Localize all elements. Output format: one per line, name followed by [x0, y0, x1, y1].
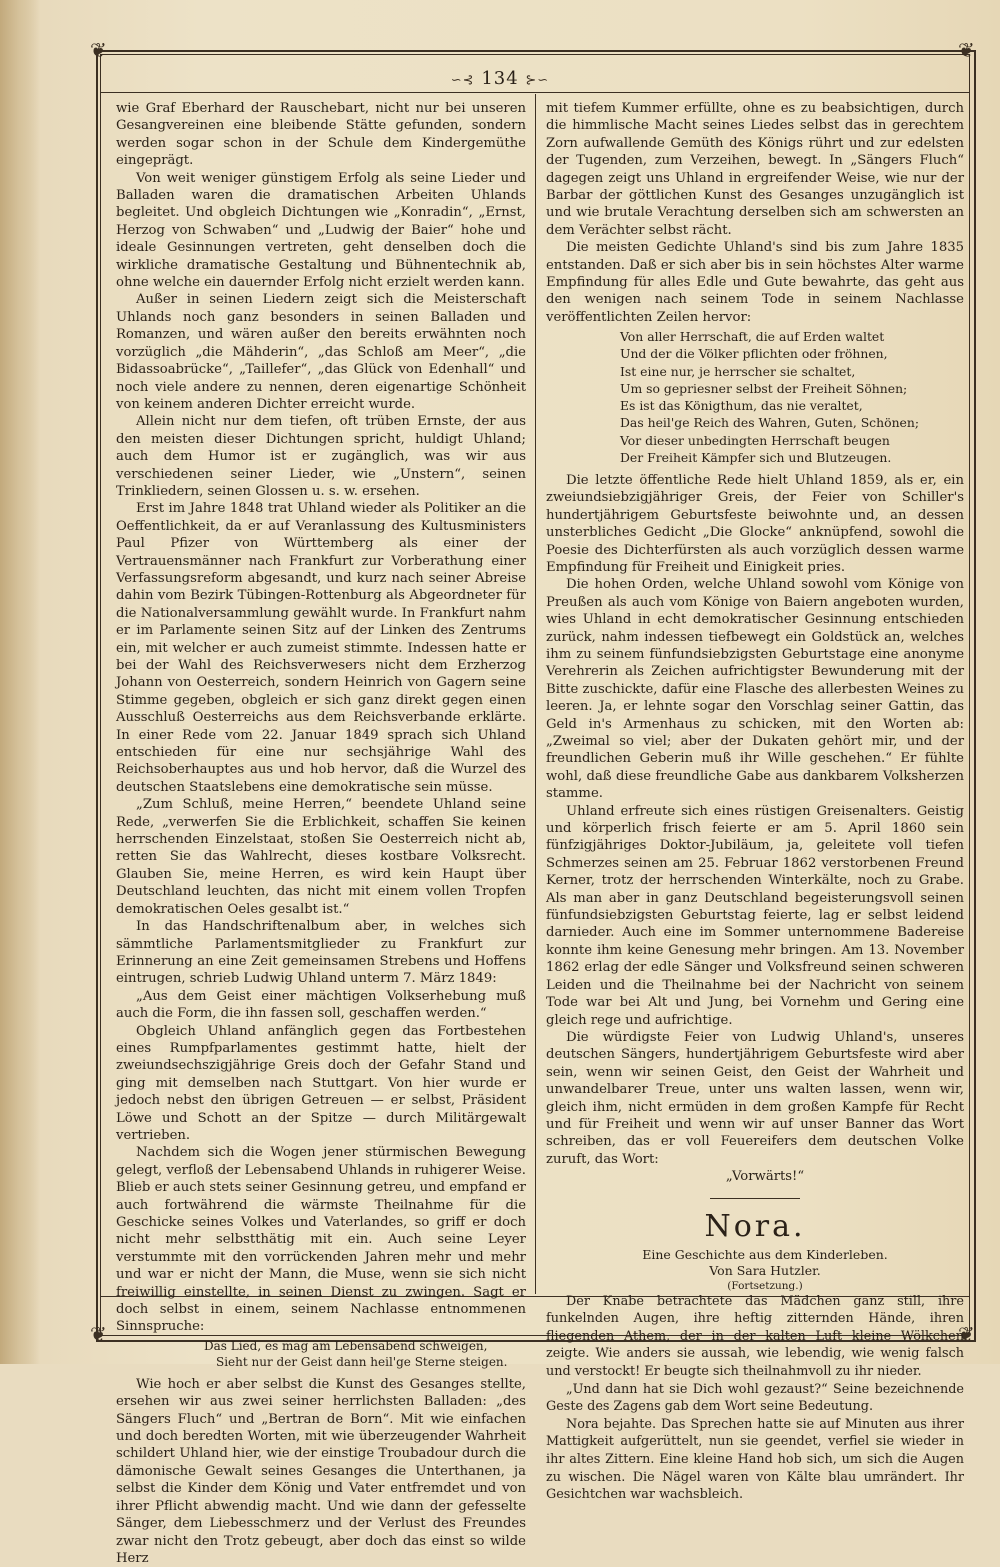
left-column — [116, 100, 526, 1567]
corner-ornament-bottom-left: ❦ — [90, 1322, 107, 1346]
left-paragraph: „Zum Schluß, meine Herren,“ beendete Uhland seine Rede, „verwerfen Sie die Erblichkeit, schaffen Sie keinen herrschenden Einzelstaat, stoßen Sie Oesterreich nicht ab, retten Sie das Wahlrecht, dieses kostbare Volksrecht. Glauben Sie, meine Herren, es wird kein Haupt über Deutschland leuchten, das nicht mit einem vollen Tropfen demokratischen Oeles gesalbt ist.“ — [116, 797, 526, 917]
left-paragraph: Wie hoch er aber selbst die Kunst des Gesanges stellte, ersehen wir aus zwei seiner herrlichsten Balladen: „des Sängers Fluch“ und „Bertran de Born“. Mit wie einfachen und doch beredten Worten, mit wie überzeugender Wahrheit schildert Uhland hier, wie der einstige Troubadour durch die dämonische Gewalt seines Gesanges die Unterthanen, ja selbst die Kinder dem König und Vater entfremdet und von ihrer Pflicht abwendig macht. Und wie dann der gefesselte Sänger, dem Liebesschmerz und der Verlust des Freundes zwar nicht den Trotz gebeugt, aber doch das einst so wilde Herz — [116, 1376, 526, 1566]
header-ornament-left: ∽⊰ — [450, 73, 475, 88]
left-poem — [116, 1338, 526, 1370]
story-author: Von Sara Hutzler. — [709, 1262, 821, 1278]
right-column — [546, 100, 964, 1504]
left-paragraph: Von weit weniger günstigem Erfolg als seine Lieder und Balladen waren die dramatischen Arbeiten Uhlands begleitet. Und obgleich Dichtungen wie „Konradin“, „Ernst, Herzog von Schwaben“ und „Ludwig der Baier“ hohe und ideale Gesinnungen vertreten, geht denselben doch die wirkliche dramatische Gestaltung und Bühnentechnik ab, ohne welche ein dauernder Erfolg nicht erzielt werden kann. — [116, 170, 526, 291]
left-paragraph: Obgleich Uhland anfänglich gegen das Fortbestehen eines Rumpfparlamentes gestimmt hatte, hielt der zweiundsechszigjährige Greis doch der Gefahr Stand und ging mit demselben nach Stuttgart. Von hier wurde er jedoch nebst den übrigen Getreuen — er selbst, Präsident Löwe und Schott an der Spitze — durch Militärgewalt vertrieben. — [116, 1023, 526, 1143]
left-paragraph: Erst im Jahre 1848 trat Uhland wieder als Politiker an die Oeffentlichkeit, da er auf Veranlassung des Kultusministers Paul Pfizer von Württemberg als einer der Vertrauensmänner nach Frankfurt zur Vorberathung einer Verfassungsreform abgesandt, und kurz nach seiner Abreise dahin vom Bezirk Tübingen-Rottenburg als Abgeordneter für die Nationalversammlung gewählt wurde. In Frankfurt nahm er im Parlamente seinen Sitz auf der Linken des Zentrums ein, mit welcher er auch zumeist stimmte. Indessen hatte er bei der Wahl des Reichsverwesers nicht dem Erzherzog Johann von Oesterreich, sondern Heinrich von Gagern seine Stimme gegeben, obgleich er sich ganz direkt gegen einen Ausschluß Oesterreichs aus dem Reichsverbande erklärte. In einer Rede vom 22. Januar 1849 sprach sich Uhland entschieden für eine nur sechsjährige Wahl des Reichsoberhauptes aus und hob hervor, daß die Wurzel des deutschen Staatslebens eine demokratische sein müsse. — [116, 501, 526, 795]
story-title: Nora. — [704, 1208, 806, 1244]
section-divider — [710, 1198, 800, 1199]
right-paragraph: Die meisten Gedichte Uhland's sind bis zum Jahre 1835 entstanden. Daß er sich aber bis in sein höchstes Alter warme Empfindung für alles Edle und Gute bewahrte, das geht aus den wenigen nach seinem Tode in seinem Nachlasse veröffentlichten Zeilen hervor: — [546, 240, 964, 325]
poem-line: Es ist das Königthum, das nie veraltet, — [620, 398, 863, 414]
poem-line: Sieht nur der Geist dann heil'ge Sterne steigen. — [216, 1354, 508, 1369]
closing-word: „Vorwärts!“ — [725, 1169, 805, 1185]
left-paragraph: Allein nicht nur dem tiefen, oft trüben Ernste, der aus den meisten dieser Dichtungen spricht, huldigt Uhland; auch dem Humor ist er zugänglich, was wir aus verschiedenen seiner Lieder, wie „Unstern“, seinen Trinkliedern, seinen Glossen u. s. w. ersehen. — [116, 414, 526, 499]
poem-line: Von aller Herrschaft, die auf Erden waltet — [620, 329, 885, 345]
story-text — [546, 1293, 964, 1504]
right-poem — [546, 328, 964, 466]
corner-ornament-top-right: ❦ — [958, 38, 975, 62]
left-paragraph: In das Handschriftenalbum aber, in welches sich sämmtliche Parlamentsmitglieder zu Frankfurt zur Erinnerung an eine Zeit gemeinsamen Strebens und Hoffens eintrugen, schrieb Ludwig Uhland unterm 7. März 1849: — [116, 919, 526, 987]
corner-ornament-bottom-right: ❦ — [958, 1322, 975, 1346]
poem-line: Das heil'ge Reich des Wahren, Guten, Schönen; — [620, 415, 920, 431]
header-ornament-right: ⊱∽ — [525, 73, 550, 88]
poem-line: Das Lied, es mag am Lebensabend schweigen, — [204, 1338, 488, 1353]
left-paragraph: Außer in seinen Liedern zeigt sich die Meisterschaft Uhlands noch ganz besonders in seinen Balladen und Romanzen, und wären außer den bereits erwähnten noch vorzüglich „die Mähderin“, „das Schloß am Meer“, „die Bidassoabrücke“, „Taillefer“, „das Glück von Edenhall“ und noch viele andere zu nennen, deren eigenartige Schönheit von keinem anderen Dichter erreicht wurde. — [116, 292, 526, 412]
left-paragraph: Nachdem sich die Wogen jener stürmischen Bewegung gelegt, verfloß der Lebensabend Uhlands in ruhigerer Weise. Blieb er auch stets seiner Gesinnung getreu, und empfand er auch fortwährend die wärmste Theilnahme für die Geschicke seines Volkes und Vaterlandes, so griff er doch nicht mehr selbstthätig mit ein. Auch seine Leyer verstummte mit den vorrückenden Jahren mehr und mehr und war er nicht der Mann, die Muse, wenn sie sich nicht freiwillig einstellte, in seinen Dienst zu zwingen. Sagt er doch selbst in einem, seinem Nachlasse entnommenen Sinnspruche: — [116, 1145, 526, 1335]
page-number: 134 — [481, 68, 519, 89]
story-continuation-note: (Fortsetzung.) — [727, 1279, 803, 1292]
right-paragraph: mit tiefem Kummer erfüllte, ohne es zu beabsichtigen, durch die himmlische Macht seines Liedes selbst das in gerechtem Zorn aufwallende Gemüth des Königs rührt und zur edelsten der Tugenden, zum Verzeihen, bewegt. In „Sängers Fluch“ dagegen zeigt uns Uhland in ergreifender Weise, wie nur der Barbar der göttlichen Kunst des Gesanges unzugänglich ist und wie brutale Verachtung derselben sich am schwersten an dem Verächter selbst rächt. — [546, 101, 964, 238]
corner-ornament-top-left: ❦ — [90, 38, 107, 62]
header-rule — [100, 92, 970, 93]
page-number-header — [430, 68, 570, 89]
column-separator — [535, 94, 536, 1294]
poem-line: Ist eine nur, je herrscher sie schaltet, — [620, 363, 856, 379]
left-paragraph: wie Graf Eberhard der Rauschebart, nicht nur bei unseren Gesangvereinen eine bleibende Stätte gefunden, sondern werden sogar schon in der Schule dem Kindergemüthe eingeprägt. — [116, 101, 526, 169]
poem-line: Um so gepriesner selbst der Freiheit Söhnen; — [620, 380, 908, 396]
right-paragraph: Die würdigste Feier von Ludwig Uhland's, unseres deutschen Sängers, hundertjährigem Geburtsfeste wird aber sein, wenn wir seinen Geist, den Geist der Wahrheit und unwandelbarer Treue, unter uns walten lassen, wenn wir, gleich ihm, nicht ermüden in dem großen Kampfe für Recht und für Freiheit und wenn wir auf unser Banner das Wort schreiben, das er voll Feuereifers dem deutschen Volke zuruft, das Wort: — [546, 1029, 964, 1167]
story-paragraph: Nora bejahte. Das Sprechen hatte sie auf Minuten aus ihrer Mattigkeit aufgerüttelt, nun sie geendet, verfiel sie wieder in ihr altes Zittern. Eine kleine Hand hob sich, um sich die Augen zu wischen. Die Nägel waren von Kälte blau umrändert. Ihr Gesichtchen war wachsbleich. — [546, 1416, 964, 1503]
right-paragraph: Uhland erfreute sich eines rüstigen Greisenalters. Geistig und körperlich frisch feierte er am 5. April 1860 sein fünfzigjähriges Doktor-Jubiläum, ja, geleitete voll tiefen Schmerzes seinen am 25. Februar 1862 verstorbenen Freund Kerner, trotz der herrschenden Winterkälte, noch zu Grabe. Als man aber in ganz Deutschland begeisterungsvoll seinen fünfundsiebzigsten Geburtstag feierte, lag er selbst leidend darnieder. Auch eine im Sommer unternommene Badereise konnte ihm keine Genesung mehr bringen. Am 13. November 1862 erlag der edle Sänger und Volksfreund seinen schweren Leiden und die Theilnahme bei der Nachricht von seinem Tode war bei Alt und Jung, bei Vornehm und Gering eine gleich rege und aufrichtige. — [546, 803, 964, 1028]
right-paragraph: Die letzte öffentliche Rede hielt Uhland 1859, als er, ein zweiundsiebzigjähriger Greis, der Feier von Schiller's hundertjährigem Geburtsfeste beiwohnte und, an dessen unsterbliches Gedicht „Die Glocke“ anknüpfend, sowohl die Poesie des Dichterfürsten als auch vorzüglich dessen warme Empfindung für Freiheit und Einigkeit pries. — [546, 472, 964, 575]
poem-line: Der Freiheit Kämpfer sich und Blutzeugen. — [620, 449, 892, 465]
story-paragraph: Der Knabe betrachtete das Mädchen ganz still, ihre funkelnden Augen, ihre heftig zitternden Hände, ihren fliegenden Athem, der in der kalten Luft kleine Wölkchen zeigte. Wie anders sie aussah, wie lebendig, wie wenig falsch und verstockt! Er beugte sich theilnahmvoll zu ihr nieder. — [546, 1293, 964, 1379]
book-spine-shadow — [0, 0, 40, 1364]
story-subtitle: Eine Geschichte aus dem Kinderleben. — [642, 1246, 888, 1262]
story-paragraph: „Und dann hat sie Dich wohl gezaust?“ Seine bezeichnende Geste des Zagens gab dem Wort seine Bedeutung. — [546, 1381, 964, 1415]
poem-line: Vor dieser unbedingten Herrschaft beugen — [620, 432, 890, 448]
left-paragraph: „Aus dem Geist einer mächtigen Volkserhebung muß auch die Form, die ihn fassen soll, geschaffen werden.“ — [116, 988, 526, 1022]
right-paragraph: Die hohen Orden, welche Uhland sowohl vom Könige von Preußen als auch vom Könige von Baiern angeboten wurden, wies Uhland in echt demokratischer Gesinnung entschieden zurück, nahm indessen tiefbewegt ein Goldstück an, welches ihm zu seinem fünfundsiebzigsten Geburtstage eine anonyme Verehrerin als Zeichen aufrichtigster Bewunderung mit der Bitte zuschickte, dafür eine Flasche des allerbesten Weines zu leeren. Ja, er lehnte sogar den Vorschlag seiner Gattin, das Geld in's Armenhaus zu schicken, mit den Worten ab: „Zweimal so viel; aber der Dukaten gehört mir, und der freundlichen Geberin muß ihr Wille geschehen.“ Er fühlte wohl, daß diese freundliche Gabe aus dankbarem Volksherzen stamme. — [546, 577, 964, 802]
poem-line: Und der die Völker pflichten oder fröhnen, — [620, 346, 888, 362]
